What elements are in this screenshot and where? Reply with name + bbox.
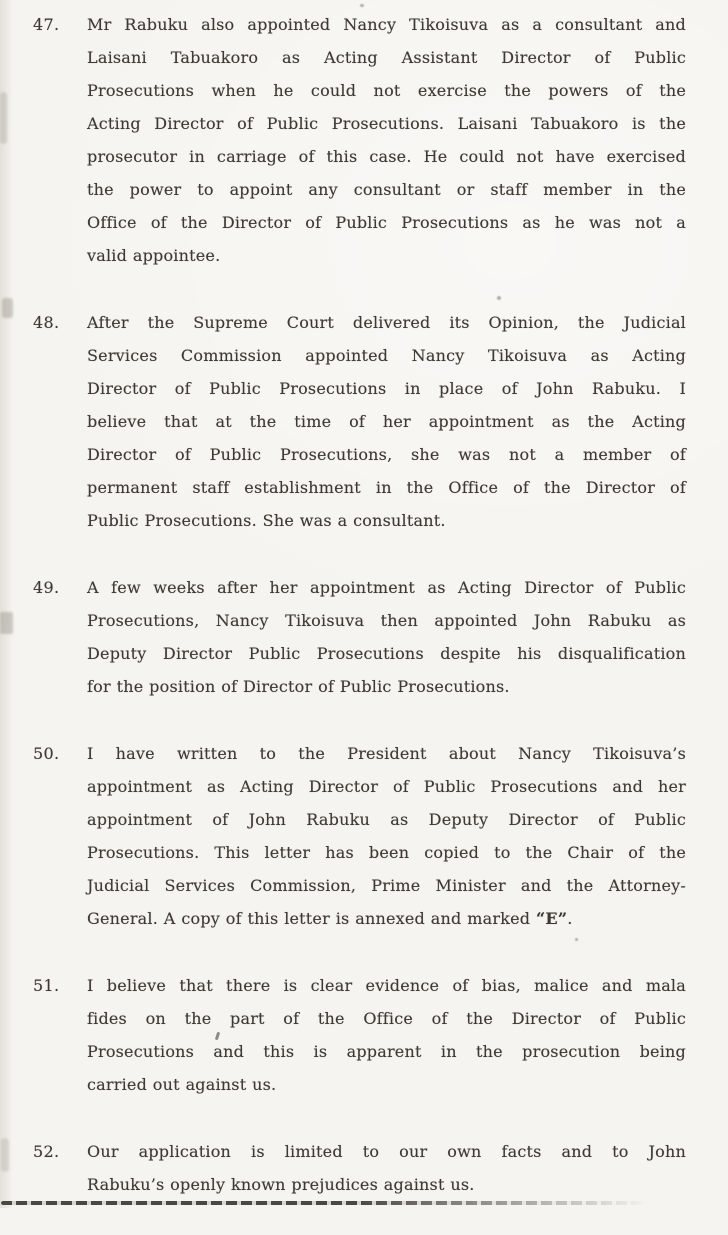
- text-line: [87, 1168, 686, 1201]
- affidavit-paragraphs: [0, 8, 728, 1235]
- paragraph-text: [87, 969, 686, 1101]
- text-line: [87, 1035, 686, 1068]
- text-segment: Our application is limited to our own facts and to John: [87, 1142, 686, 1161]
- text-line: [87, 770, 686, 803]
- text-line: [87, 372, 686, 405]
- text-segment: prosecutor in carriage of this case. He could not have exercised: [87, 147, 686, 166]
- scan-speck: [360, 4, 364, 7]
- text-segment: I have written to the President about Nancy Tikoisuva’s: [87, 744, 686, 763]
- text-segment: fides on the part of the Office of the Director of Public: [87, 1009, 686, 1028]
- text-line: [87, 969, 686, 1002]
- text-segment: After the Supreme Court delivered its Opinion, the Judicial: [87, 313, 686, 332]
- text-segment: Mr Rabuku also appointed Nancy Tikoisuva as a consultant and: [87, 15, 686, 34]
- text-segment: I believe that there is clear evidence of bias, malice and mala: [87, 976, 686, 995]
- text-line: [87, 869, 686, 902]
- paragraph-number: 49.: [33, 578, 60, 597]
- text-line: [87, 902, 686, 935]
- text-segment: .: [567, 909, 573, 928]
- paragraph-number: 50.: [33, 744, 60, 763]
- text-line: [87, 604, 686, 637]
- exhibit-mark: “E”: [536, 909, 568, 928]
- text-segment: carried out against us.: [87, 1075, 277, 1094]
- text-line: [87, 140, 686, 173]
- text-line: [87, 206, 686, 239]
- text-line: [87, 1068, 686, 1101]
- text-segment: Director of Public Prosecutions, she was not a member of: [87, 445, 686, 464]
- text-segment: A few weeks after her appointment as Acting Director of Public: [87, 578, 686, 597]
- paragraph-52: [0, 1135, 728, 1201]
- text-segment: Rabuku’s openly known prejudices against us.: [87, 1175, 475, 1194]
- text-segment: Acting Director of Public Prosecutions. Laisani Tabuakoro is the: [87, 114, 686, 133]
- paragraph-47: [0, 8, 728, 272]
- text-segment: appointment of John Rabuku as Deputy Director of Public: [87, 810, 686, 829]
- text-segment: Deputy Director Public Prosecutions despite his disqualification: [87, 644, 686, 663]
- text-segment: believe that at the time of her appointment as the Acting: [87, 412, 686, 431]
- text-line: [87, 1135, 686, 1168]
- paragraph-text: [87, 737, 686, 935]
- paragraph-text: [87, 306, 686, 537]
- text-line: [87, 737, 686, 770]
- text-line: [87, 239, 686, 272]
- text-segment: Prosecutions and this is apparent in the prosecution being: [87, 1042, 686, 1061]
- paragraph-number: 48.: [33, 313, 60, 332]
- text-line: [87, 405, 686, 438]
- text-line: [87, 471, 686, 504]
- text-line: [87, 74, 686, 107]
- text-line: [87, 1002, 686, 1035]
- scan-bottom-edge-line: [1, 1201, 649, 1205]
- text-segment: Director of Public Prosecutions in place of John Rabuku. I: [87, 379, 686, 398]
- paragraph-number: 47.: [33, 15, 60, 34]
- text-segment: valid appointee.: [87, 246, 221, 265]
- text-segment: Prosecutions when he could not exercise the powers of the: [87, 81, 686, 100]
- paragraph-48: [0, 306, 728, 537]
- text-line: [87, 836, 686, 869]
- text-line: [87, 803, 686, 836]
- text-segment: appointment as Acting Director of Public Prosecutions and her: [87, 777, 686, 796]
- text-segment: Public Prosecutions. She was a consultant.: [87, 511, 446, 530]
- text-segment: Services Commission appointed Nancy Tikoisuva as Acting: [87, 346, 686, 365]
- text-segment: General. A copy of this letter is annexed and marked: [87, 909, 537, 928]
- text-line: [87, 637, 686, 670]
- text-line: [87, 438, 686, 471]
- text-line: [87, 571, 686, 604]
- paragraph-text: [87, 8, 686, 272]
- paragraph-text: [87, 571, 686, 703]
- paragraph-50: [0, 737, 728, 935]
- paragraph-number: 51.: [33, 976, 60, 995]
- text-segment: the power to appoint any consultant or staff member in the: [87, 180, 686, 199]
- paragraph-text: [87, 1135, 686, 1201]
- text-line: [87, 173, 686, 206]
- paragraph-51: [0, 969, 728, 1101]
- text-segment: Judicial Services Commission, Prime Minister and the Attorney-: [87, 876, 686, 895]
- text-line: [87, 306, 686, 339]
- text-segment: Prosecutions, Nancy Tikoisuva then appointed John Rabuku as: [87, 611, 686, 630]
- text-segment: Prosecutions. This letter has been copied to the Chair of the: [87, 843, 686, 862]
- text-line: [87, 504, 686, 537]
- text-line: [87, 8, 686, 41]
- text-segment: for the position of Director of Public Prosecutions.: [87, 677, 510, 696]
- text-segment: Laisani Tabuakoro as Acting Assistant Director of Public: [87, 48, 686, 67]
- text-line: [87, 41, 686, 74]
- text-segment: permanent staff establishment in the Office of the Director of: [87, 478, 686, 497]
- paragraph-49: [0, 571, 728, 703]
- text-line: [87, 339, 686, 372]
- text-line: [87, 670, 686, 703]
- text-line: [87, 107, 686, 140]
- paragraph-number: 52.: [33, 1142, 60, 1161]
- text-segment: Office of the Director of Public Prosecutions as he was not a: [87, 213, 686, 232]
